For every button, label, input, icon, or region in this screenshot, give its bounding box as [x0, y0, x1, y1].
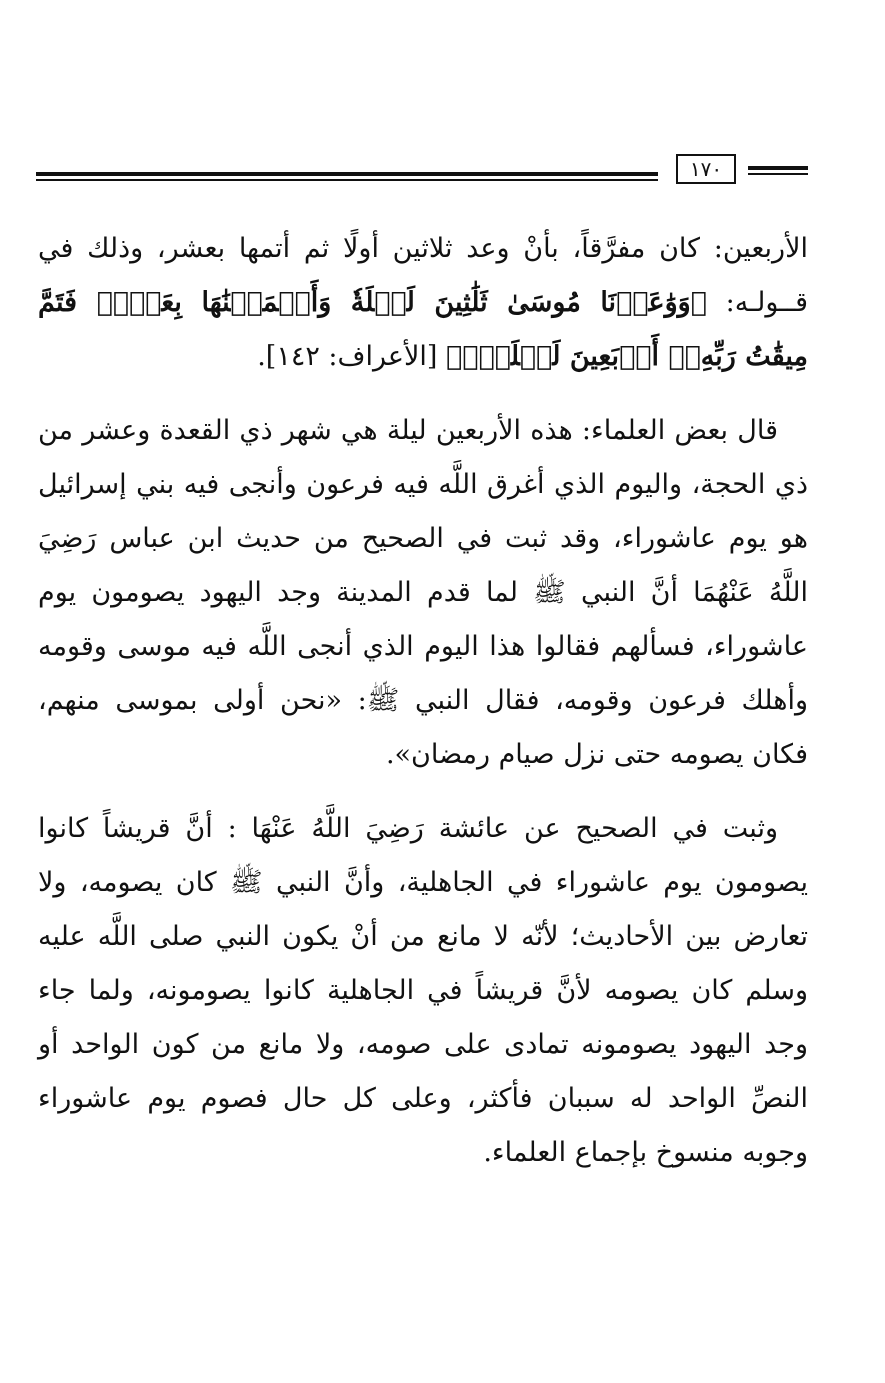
paragraph-2: قال بعض العلماء: هذه الأربعين ليلة هي شهر ذي القعدة وعشر من ذي الحجة، واليوم الذي أغرق اللَّه فيه فرعون وأنجى فيه بني إسرائيل هو يوم عاشوراء، وقد ثبت في الصحيح من حديث ابن عباس رَضِيَ اللَّهُ عَنْهُمَا أنَّ النبي ﷺ لما قدم المدينة وجد اليهود يصومون يوم عاشوراء، فسألهم فقالوا هذا اليوم الذي أنجى اللَّه فيه موسى وقومه وأهلك فرعون وقومه، فقال النبي ﷺ: «نحن أولى بموسى منهم، فكان يصومه حتى نزل صيام رمضان». [38, 415, 808, 770]
paragraph-3: وثبت في الصحيح عن عائشة رَضِيَ اللَّهُ عَنْهَا : أنَّ قريشاً كانوا يصومون يوم عاشوراء في الجاهلية، وأنَّ النبي ﷺ كان يصومه، ولا تعارض بين الأحاديث؛ لأنّه لا مانع من أنْ يكون النبي صلى اللَّه عليه وسلم كان يصومه لأنَّ قريشاً في الجاهلية كانوا يصومونه، ولما جاء وجد اليهود يصومونه تمادى على صومه، ولا مانع من كون الواحد أو النصِّ الواحد له سببان فأكثر، وعلى كل حال فصوم يوم عاشوراء وجوبه منسوخ بإجماع العلماء. [38, 813, 808, 1168]
verse-reference: [الأعراف: ١٤٢]. [257, 341, 447, 372]
header-short-rule [748, 166, 808, 176]
quran-verse: ﴿وَوَٰعَدۡنَا مُوسَىٰ ثَلَٰثِينَ لَيۡلَةٗ وَأَتۡمَمۡنَٰهَا بِعَشۡرٖ فَتَمَّ مِيقَٰتُ رَبِّهِۦٓ أَرۡبَعِينَ لَيۡلَةٗۚ﴾ [38, 287, 808, 372]
header-rule-thin [36, 179, 658, 181]
header-rule-thick [36, 172, 658, 176]
header-short-rule-thin [748, 173, 808, 175]
page-header [36, 150, 808, 190]
paragraph-1-text: الأربعين: كان مفرَّقاً، بأنْ وعد ثلاثين أولًا ثم أتمها بعشر، وذلك في قــولـه: [38, 233, 808, 318]
header-double-rule [36, 172, 658, 182]
paragraph-1 [38, 222, 808, 384]
header-short-rule-thick [748, 166, 808, 170]
page-body [38, 222, 808, 1180]
page-number: ١٧٠ [676, 154, 736, 184]
